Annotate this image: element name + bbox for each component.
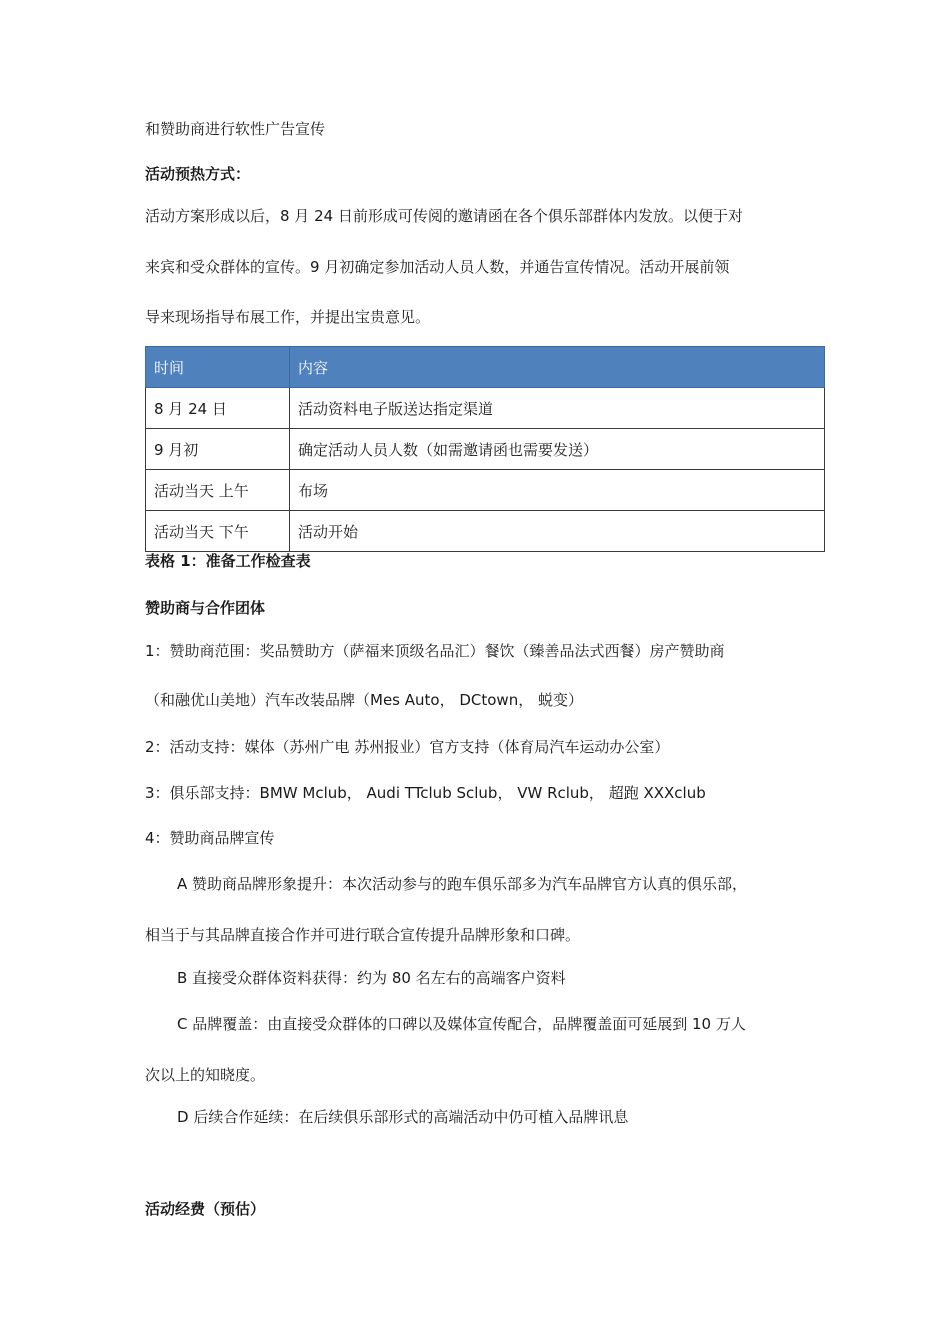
list-item: 3：俱乐部支持：BMW Mclub， Audi TTclub Sclub， VW Rclub， 超跑 XXXclub [145,784,706,802]
sub-item: C 品牌覆盖：由直接受众群体的口碑以及媒体宣传配合，品牌覆盖面可延展到 10 万人 [177,1015,746,1033]
sub-item: A 赞助商品牌形象提升：本次活动参与的跑车俱乐部多为汽车品牌官方认真的俱乐部， [177,875,748,893]
table-cell: 活动当天 上午 [146,470,290,511]
column-header-time: 时间 [146,347,290,388]
list-item-continuation: （和融优山美地）汽车改装品牌（Mes Auto， DCtown， 蜕变） [145,691,583,709]
schedule-table [145,346,825,552]
table-cell: 活动开始 [290,511,825,552]
table-header-row [146,347,825,388]
table-cell: 9 月初 [146,429,290,470]
table-cell: 活动当天 下午 [146,511,290,552]
paragraph-line: 活动方案形成以后，8 月 24 日前形成可传阅的邀请函在各个俱乐部群体内发放。以便于对 [145,207,743,225]
table-row [146,388,825,429]
table-row [146,511,825,552]
paragraph-line: 来宾和受众群体的宣传。9 月初确定参加活动人员人数，并通告宣传情况。活动开展前领 [145,258,730,276]
sub-item-continuation: 次以上的知晓度。 [145,1066,266,1084]
sub-item-continuation: 相当于与其品牌直接合作并可进行联合宣传提升品牌形象和口碑。 [145,926,581,944]
table-row [146,429,825,470]
table-cell: 8 月 24 日 [146,388,290,429]
section-heading-budget: 活动经费（预估） [145,1200,266,1218]
table-cell: 确定活动人员人数（如需邀请函也需要发送） [290,429,825,470]
list-item: 1：赞助商范围：奖品赞助方（萨福来顶级名品汇）餐饮（臻善品法式西餐）房产赞助商 [145,642,725,660]
column-header-content: 内容 [290,347,825,388]
sub-item: D 后续合作延续：在后续俱乐部形式的高端活动中仍可植入品牌讯息 [177,1108,629,1126]
list-item: 2：活动支持：媒体（苏州广电 苏州报业）官方支持（体育局汽车运动办公室） [145,738,670,756]
table-cell: 活动资料电子版送达指定渠道 [290,388,825,429]
paragraph-line: 导来现场指导布展工作，并提出宝贵意见。 [145,308,431,326]
table-row [146,470,825,511]
table-cell: 布场 [290,470,825,511]
section-heading-sponsors: 赞助商与合作团体 [145,599,266,617]
paragraph-line: 和赞助商进行软性广告宣传 [145,120,326,138]
list-item: 4：赞助商品牌宣传 [145,829,275,847]
sub-item: B 直接受众群体资料获得：约为 80 名左右的高端客户资料 [177,969,566,987]
section-heading-preheat: 活动预热方式： [145,165,251,183]
table-caption: 表格 1：准备工作检查表 [145,552,311,570]
